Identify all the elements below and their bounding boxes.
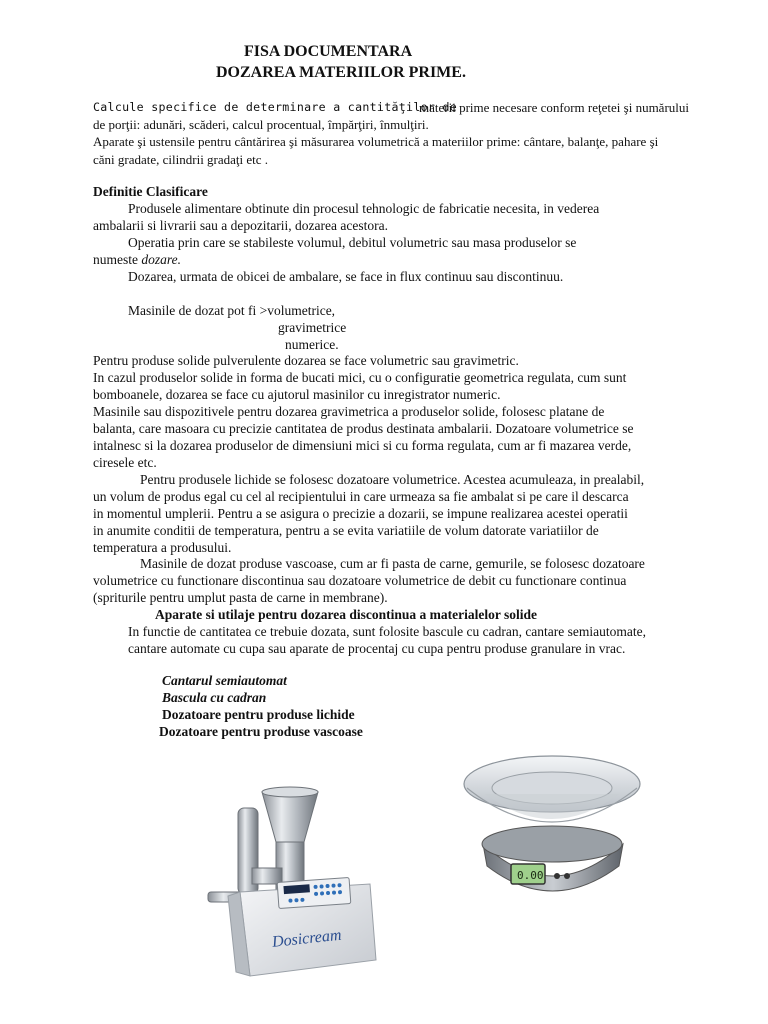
- doser-machine-image: [200, 780, 380, 985]
- paragraph-line: (spriturile pentru umplut pasta de carne in membrane).: [93, 590, 388, 605]
- intro-line-3: Aparate şi ustensile pentru cântărirea şi măsurarea volumetrică a materiilor prime: cântare, balanţe, pahare şi: [93, 134, 659, 149]
- intro-line-1a: Calcule specifice de determinare a cantităţilor de: [93, 100, 458, 114]
- paragraph-line: Masinile de dozat produse vascoase, cum ar fi pasta de carne, gemurile, se folosesc dozatoare: [140, 556, 645, 571]
- machines-line-1: Masinile de dozat pot fi >volumetrice,: [128, 303, 336, 318]
- scale-display-readout: 0.00: [517, 869, 544, 882]
- paragraph-line: numeste dozare.: [93, 252, 181, 267]
- paragraph-line: un volum de produs egal cu cel al recipientului in care urmeaza sa fie ambalat si pe care il descarca: [93, 489, 629, 504]
- kitchen-scale-image: [455, 748, 650, 918]
- list-item: Cantarul semiautomat: [162, 673, 287, 688]
- list-item: Dozatoare pentru produse vascoase: [159, 724, 363, 739]
- list-item: Bascula cu cadran: [162, 690, 267, 705]
- emphasis-dozare: dozare.: [141, 252, 181, 267]
- page-subtitle: DOZAREA MATERIILOR PRIME.: [216, 64, 466, 81]
- intro-line-2: de porţii: adunări, scăderi, calcul procentual, împărţiri, înmulţiri.: [93, 117, 429, 132]
- machines-line-2: gravimetrice: [278, 320, 347, 335]
- paragraph-line: Masinile sau dispozitivele pentru dozarea gravimetrica a produselor solide, folosesc platane de: [93, 404, 605, 419]
- paragraph-line: Dozarea, urmata de obicei de ambalare, se face in flux continuu sau discontinuu.: [128, 269, 564, 284]
- paragraph-line: In cazul produselor solide in forma de bucati mici, cu o configuratie geometrica regulata, cum sunt: [93, 370, 627, 385]
- section-heading: Definitie Clasificare: [93, 184, 208, 199]
- paragraph-line: In functie de cantitatea ce trebuie dozata, sunt folosite bascule cu cadran, cantare semiautomate,: [128, 624, 647, 639]
- intro-line-4: căni gradate, cilindrii gradaţi etc .: [93, 152, 269, 167]
- paragraph-line: intalnesc si la dozarea produselor de dimensiuni mici si cu forma regulata, cum ar fi mazarea verde,: [93, 438, 632, 453]
- paragraph-line: bomboanele, dozarea se face cu ajutorul masinilor cu inregistrator numeric.: [93, 387, 501, 402]
- paragraph-line: balanta, care masoara cu precizie cantitatea de produs destinata ambalarii. Dozatoare volumetrice se: [93, 421, 634, 436]
- list-item: Dozatoare pentru produse lichide: [162, 707, 355, 722]
- paragraph-line: Pentru produse solide pulverulente dozarea se face volumetric sau gravimetric.: [93, 353, 519, 368]
- paragraph-line: Pentru produsele lichide se folosesc dozatoare volumetrice. Acestea acumuleaza, in prealabil,: [140, 472, 645, 487]
- subsection-heading: Aparate si utilaje pentru dozarea discontinua a materialelor solide: [155, 607, 537, 622]
- paragraph-line: temperatura a produsului.: [93, 540, 232, 555]
- paragraph-line: in momentul umplerii. Pentru a se asigura o precizie a dozarii, se impune realizarea acestei operatii: [93, 506, 628, 521]
- doser-brand-label: Dosicream: [271, 926, 343, 951]
- paragraph-line: ambalarii si livrarii sau a depozitarii, dozarea acestora.: [93, 218, 388, 233]
- paragraph-line: Produsele alimentare obtinute din procesul tehnologic de fabricatie necesita, in vederea: [128, 201, 600, 216]
- page-title: FISA DOCUMENTARA: [244, 43, 413, 60]
- paragraph-line: Operatia prin care se stabileste volumul, debitul volumetric sau masa produselor se: [128, 235, 577, 250]
- paragraph-line: in anumite conditii de temperatura, pentru a se evita variatiile de volum datorate variatiilor de: [93, 523, 599, 538]
- machines-line-3: numerice.: [285, 337, 339, 352]
- paragraph-line: cantare automate cu cupa sau aparate de procentaj cu cupa pentru produse granulare in vrac.: [128, 641, 626, 656]
- paragraph-line: ciresele etc.: [93, 455, 157, 470]
- paragraph-line: volumetrice cu functionare discontinua sau dozatoare volumetrice de debit cu functionare continua: [93, 573, 627, 588]
- intro-line-1b: materii prime necesare conform reţetei şi numărului: [419, 100, 689, 115]
